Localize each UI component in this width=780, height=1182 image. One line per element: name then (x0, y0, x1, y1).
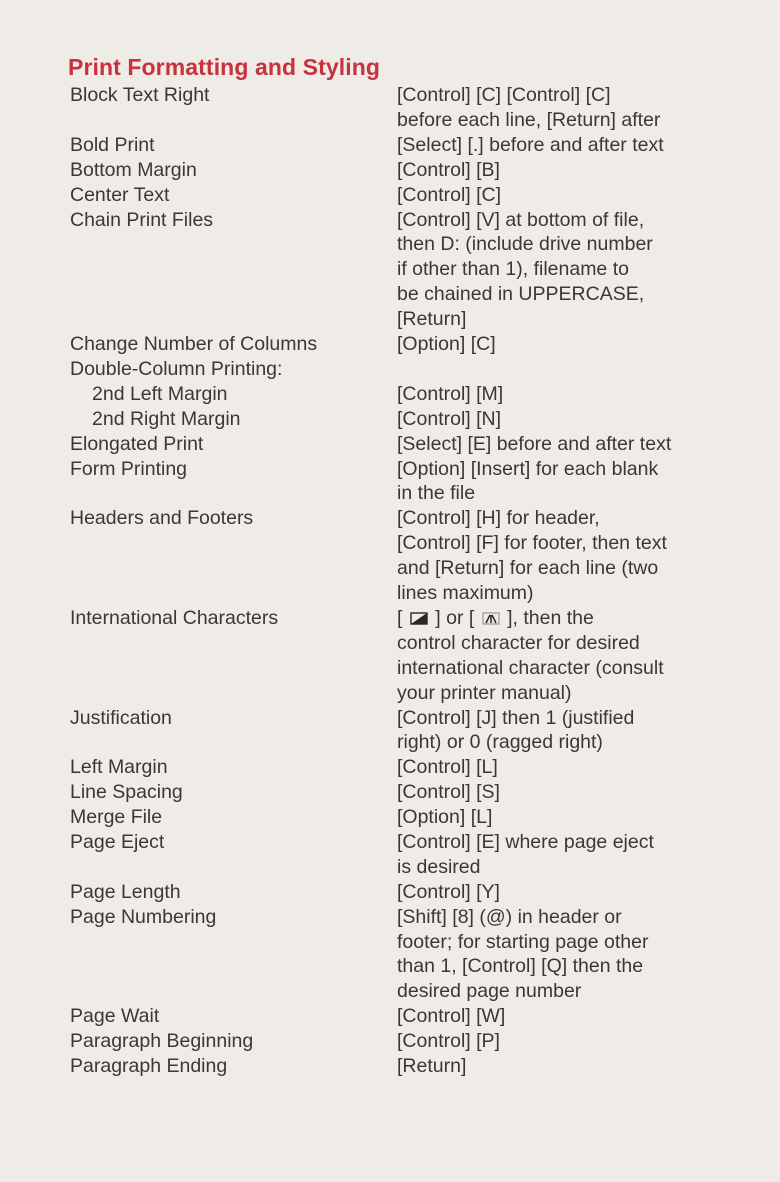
description-line: [ ] or [ ], then the (397, 606, 594, 629)
description-line: [Control] [F] for footer, then text (397, 532, 667, 555)
description-line: [Select] [E] before and after text (397, 432, 672, 455)
entry-description (397, 407, 757, 432)
page-title: Print Formatting and Styling (68, 54, 381, 80)
description-line: desired page number (397, 980, 582, 1003)
description-line: then D: (include drive number (397, 233, 653, 256)
entry-description (397, 506, 757, 606)
description-line: [Return] (397, 308, 467, 331)
entry-term: Bottom Margin (70, 158, 197, 181)
entry-term: Left Margin (70, 756, 168, 779)
entry-description (397, 1054, 757, 1079)
entry-term: Line Spacing (70, 781, 183, 804)
description-line: your printer manual) (397, 681, 572, 704)
inverse-video-key-icon (410, 612, 428, 625)
description-line: [Option] [L] (397, 806, 493, 829)
entry-term: Page Length (70, 880, 181, 903)
description-line: [Control] [Y] (397, 880, 500, 903)
entry-description (397, 1004, 757, 1029)
entry-term: Double-Column Printing: (70, 357, 283, 380)
atari-logo-key-icon (482, 612, 500, 625)
entry-description (397, 755, 757, 780)
description-line: [Return] (397, 1055, 467, 1078)
description-line: [Control] [W] (397, 1005, 506, 1028)
entry-term: Merge File (70, 806, 163, 829)
entry-description (397, 332, 757, 357)
entry-term: International Characters (70, 606, 279, 629)
description-line: [Control] [L] (397, 756, 498, 779)
description-line: [Shift] [8] (@) in header or (397, 905, 622, 928)
entry-description (397, 432, 757, 457)
entry-term: Center Text (70, 183, 170, 206)
entry-term: Paragraph Ending (70, 1055, 228, 1078)
entry-description (397, 382, 757, 407)
description-line: [Control] [M] (397, 382, 504, 405)
description-line: [Control] [E] where page eject (397, 831, 654, 853)
entry-description (397, 905, 757, 1005)
entry-term: 2nd Left Margin (92, 382, 228, 405)
entry-description (397, 83, 757, 133)
entry-description (397, 780, 757, 805)
description-line: than 1, [Control] [Q] then the (397, 955, 644, 978)
entry-term: Bold Print (70, 133, 155, 156)
description-line: [Option] [C] (397, 333, 496, 355)
entry-term: Justification (70, 706, 172, 729)
entry-description (397, 133, 757, 158)
entry-description (397, 606, 757, 706)
entry-term: Page Wait (70, 1005, 160, 1028)
description-line: [Control] [C] (397, 183, 502, 206)
description-line: [Control] [P] (397, 1030, 500, 1053)
entry-description (397, 208, 757, 332)
entry-term: Chain Print Files (70, 208, 214, 231)
entry-term: Change Number of Columns (70, 333, 318, 355)
entry-description (397, 457, 757, 507)
entry-term: Form Printing (70, 457, 188, 480)
description-line: international character (consult (397, 656, 664, 679)
entry-description (397, 880, 757, 905)
description-line: lines maximum) (397, 581, 534, 604)
entry-description (397, 805, 757, 830)
description-line: footer; for starting page other (397, 930, 649, 953)
description-line: is desired (397, 855, 481, 878)
description-line: be chained in UPPERCASE, (397, 283, 645, 306)
description-line: [Control] [S] (397, 781, 500, 804)
description-line: [Select] [.] before and after text (397, 133, 664, 156)
description-line: in the file (397, 482, 476, 505)
entry-description (397, 1029, 757, 1054)
description-line: [Control] [B] (397, 158, 500, 181)
entry-description (397, 183, 757, 208)
description-line: [Control] [H] for header, (397, 507, 600, 530)
entry-term: Paragraph Beginning (70, 1030, 254, 1053)
description-line: before each line, [Return] after (397, 108, 661, 131)
entry-term: Elongated Print (70, 432, 204, 455)
entry-term: Page Numbering (70, 905, 217, 928)
description-line: [Control] [V] at bottom of file, (397, 208, 645, 231)
description-line: [Option] [Insert] for each blank (397, 457, 659, 480)
description-line: if other than 1), filename to (397, 258, 629, 281)
entry-term: Headers and Footers (70, 507, 254, 530)
description-line: [Control] [N] (397, 407, 502, 430)
entry-description (397, 830, 757, 880)
description-line: control character for desired (397, 631, 640, 654)
entry-term: 2nd Right Margin (92, 407, 241, 430)
description-line: [Control] [C] [Control] [C] (397, 84, 611, 106)
description-line: right) or 0 (ragged right) (397, 731, 603, 754)
entry-description (397, 706, 757, 756)
entry-description (397, 158, 757, 183)
entry-term: Page Eject (70, 831, 165, 853)
description-line: and [Return] for each line (two (397, 557, 659, 580)
entry-term: Block Text Right (70, 84, 210, 106)
description-line: [Control] [J] then 1 (justified (397, 706, 635, 729)
